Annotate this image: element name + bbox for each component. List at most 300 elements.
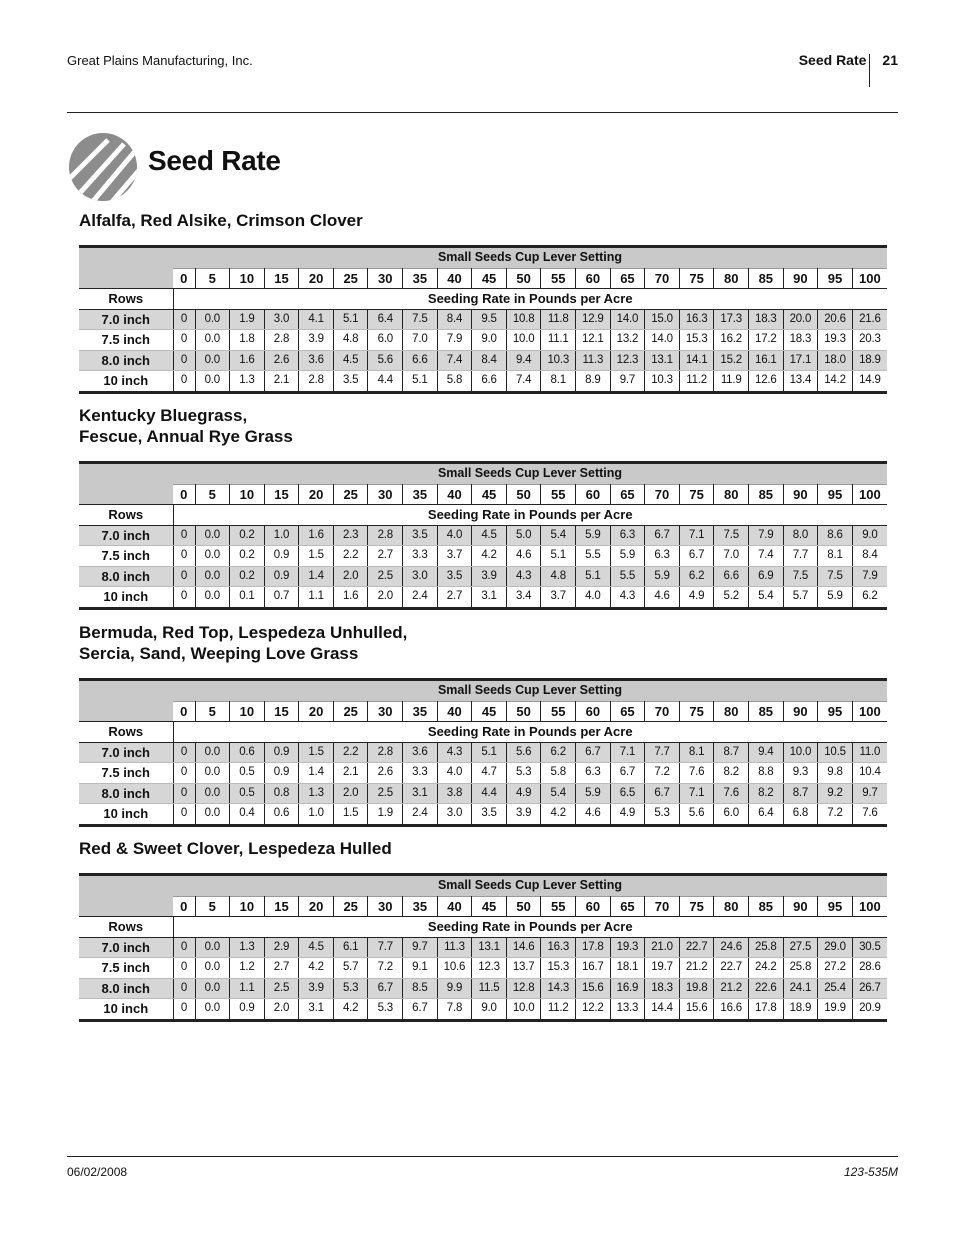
seed-rate-cell: 0.0 [195, 999, 230, 1021]
seed-rate-cell: 7.0 [714, 546, 749, 567]
lever-setting-header: 55 [541, 268, 576, 289]
seed-rate-cell: 7.4 [506, 371, 541, 393]
seed-rate-cell: 25.8 [783, 958, 818, 979]
seed-rate-cell: 2.8 [368, 742, 403, 763]
seed-rate-cell: 8.4 [437, 309, 472, 330]
seed-rate-cell: 4.2 [333, 999, 368, 1021]
section-name: Seed Rate [798, 52, 867, 68]
seed-rate-cell: 7.5 [783, 566, 818, 587]
seeding-rate-title: Seeding Rate in Pounds per Acre [173, 289, 887, 310]
seed-rate-cell: 7.7 [645, 742, 680, 763]
seed-rate-cell: 6.2 [852, 587, 887, 609]
seed-rate-cell: 0.2 [230, 566, 265, 587]
seed-rate-cell: 13.1 [472, 937, 507, 958]
seed-rate-cell: 0.9 [264, 742, 299, 763]
seed-rate-cell: 3.0 [264, 309, 299, 330]
seed-rate-cell: 13.7 [506, 958, 541, 979]
seed-rate-cell: 1.3 [299, 783, 334, 804]
seed-rate-cell: 0.1 [230, 587, 265, 609]
seed-rate-cell: 11.2 [679, 371, 714, 393]
seed-rate-cell: 5.3 [368, 999, 403, 1021]
seed-rate-cell: 7.1 [679, 783, 714, 804]
seed-rate-cell: 6.7 [576, 742, 611, 763]
seed-rate-cell: 3.7 [541, 587, 576, 609]
seed-rate-cell: 9.7 [852, 783, 887, 804]
seed-rate-cell: 17.3 [714, 309, 749, 330]
seed-rate-cell: 0.0 [195, 566, 230, 587]
seed-rate-cell: 4.7 [472, 763, 507, 784]
seed-rate-cell: 9.0 [472, 999, 507, 1021]
seed-rate-cell: 0 [173, 958, 195, 979]
seed-rate-cell: 0.7 [264, 587, 299, 609]
seed-rate-cell: 5.9 [576, 783, 611, 804]
seed-rate-cell: 18.9 [852, 350, 887, 371]
seed-rate-cell: 6.5 [610, 783, 645, 804]
seed-rate-cell: 5.8 [437, 371, 472, 393]
lever-setting-header: 25 [333, 484, 368, 505]
seed-rate-cell: 4.0 [437, 763, 472, 784]
seed-rate-cell: 9.8 [818, 763, 853, 784]
seed-rate-cell: 3.5 [403, 525, 438, 546]
seed-rate-cell: 0 [173, 350, 195, 371]
lever-setting-header: 45 [472, 701, 507, 722]
seed-rate-cell: 7.6 [679, 763, 714, 784]
lever-setting-header: 25 [333, 896, 368, 917]
lever-setting-header: 40 [437, 701, 472, 722]
seed-table-heading-line: Bermuda, Red Top, Lespedeza Unhulled, [79, 623, 408, 642]
seed-rate-cell: 5.5 [576, 546, 611, 567]
seed-table-heading-line: Alfalfa, Red Alsike, Crimson Clover [79, 211, 363, 230]
seed-rate-cell: 0 [173, 546, 195, 567]
seed-rate-cell: 0.6 [230, 742, 265, 763]
seed-rate-cell: 6.1 [333, 937, 368, 958]
seed-rate-cell: 0.0 [195, 587, 230, 609]
seed-rate-cell: 6.7 [645, 525, 680, 546]
seed-rate-cell: 7.8 [437, 999, 472, 1021]
seed-rate-cell: 21.2 [714, 978, 749, 999]
seed-rate-cell: 0 [173, 742, 195, 763]
seeding-rate-title: Seeding Rate in Pounds per Acre [173, 917, 887, 938]
lever-setting-header: 75 [679, 896, 714, 917]
seed-rate-cell: 20.3 [852, 330, 887, 351]
table-row [79, 742, 887, 763]
company-name: Great Plains Manufacturing, Inc. [67, 53, 253, 68]
lever-setting-header: 40 [437, 484, 472, 505]
lever-setting-header: 100 [852, 701, 887, 722]
seed-rate-cell: 3.7 [437, 546, 472, 567]
seed-rate-cell: 2.7 [437, 587, 472, 609]
seed-rate-cell: 4.5 [299, 937, 334, 958]
seed-rate-cell: 1.3 [230, 371, 265, 393]
seed-rate-cell: 7.0 [403, 330, 438, 351]
seed-rate-cell: 7.1 [679, 525, 714, 546]
seed-table-heading [79, 405, 293, 447]
seed-rate-cell: 6.6 [714, 566, 749, 587]
seed-rate-cell: 3.4 [506, 587, 541, 609]
seed-rate-cell: 10.6 [437, 958, 472, 979]
seed-rate-cell: 15.0 [645, 309, 680, 330]
row-spacing-label: 7.0 inch [79, 309, 173, 330]
seed-rate-cell: 8.0 [783, 525, 818, 546]
seed-rate-cell: 5.6 [506, 742, 541, 763]
seed-rate-cell: 4.0 [576, 587, 611, 609]
seed-rate-cell: 5.1 [403, 371, 438, 393]
lever-setting-title: Small Seeds Cup Lever Setting [173, 463, 887, 485]
seed-rate-cell: 2.1 [264, 371, 299, 393]
row-spacing-label: 8.0 inch [79, 350, 173, 371]
seed-rate-cell: 14.6 [506, 937, 541, 958]
seed-rate-table [79, 678, 887, 827]
seed-rate-cell: 0 [173, 999, 195, 1021]
seed-rate-cell: 6.7 [368, 978, 403, 999]
seed-rate-cell: 22.7 [679, 937, 714, 958]
lever-setting-header: 75 [679, 268, 714, 289]
lever-setting-header: 90 [783, 268, 818, 289]
seed-rate-cell: 10.4 [852, 763, 887, 784]
seed-rate-cell: 3.9 [472, 566, 507, 587]
seed-rate-cell: 2.8 [299, 371, 334, 393]
seed-rate-cell: 27.5 [783, 937, 818, 958]
seed-rate-cell: 3.5 [437, 566, 472, 587]
seed-rate-cell: 2.5 [368, 783, 403, 804]
seed-rate-cell: 0.5 [230, 783, 265, 804]
row-spacing-label: 10 inch [79, 804, 173, 826]
lever-setting-header: 95 [818, 701, 853, 722]
seed-rate-cell: 0 [173, 804, 195, 826]
seed-rate-cell: 16.1 [749, 350, 784, 371]
seed-rate-cell: 1.4 [299, 763, 334, 784]
seed-rate-cell: 10.5 [818, 742, 853, 763]
seed-rate-cell: 3.9 [506, 804, 541, 826]
lever-setting-header: 75 [679, 701, 714, 722]
seed-rate-cell: 9.4 [749, 742, 784, 763]
seed-rate-cell: 7.4 [437, 350, 472, 371]
lever-setting-header: 85 [749, 896, 784, 917]
header-divider [869, 54, 870, 87]
seed-rate-cell: 4.4 [368, 371, 403, 393]
seed-rate-cell: 2.9 [264, 937, 299, 958]
row-spacing-label: 8.0 inch [79, 783, 173, 804]
seed-rate-cell: 3.3 [403, 546, 438, 567]
lever-setting-header: 25 [333, 268, 368, 289]
lever-setting-header: 30 [368, 701, 403, 722]
seed-rate-cell: 4.6 [645, 587, 680, 609]
seed-rate-cell: 6.6 [472, 371, 507, 393]
seed-rate-cell: 0.0 [195, 330, 230, 351]
seed-rate-cell: 1.2 [230, 958, 265, 979]
seed-rate-cell: 1.6 [299, 525, 334, 546]
seed-rate-cell: 4.5 [333, 350, 368, 371]
lever-setting-header: 90 [783, 484, 818, 505]
page-title: Seed Rate [148, 145, 281, 176]
lever-setting-header: 50 [506, 268, 541, 289]
lever-setting-header: 45 [472, 896, 507, 917]
seed-rate-cell: 4.5 [472, 525, 507, 546]
seed-rate-cell: 14.0 [645, 330, 680, 351]
seed-rate-cell: 1.5 [299, 546, 334, 567]
seed-rate-cell: 8.1 [679, 742, 714, 763]
seed-rate-cell: 7.9 [749, 525, 784, 546]
seed-rate-table [79, 461, 887, 610]
seed-rate-cell: 11.3 [437, 937, 472, 958]
seed-rate-cell: 2.6 [368, 763, 403, 784]
seed-rate-cell: 8.1 [818, 546, 853, 567]
seed-rate-cell: 6.0 [368, 330, 403, 351]
seed-rate-cell: 7.1 [610, 742, 645, 763]
lever-setting-header: 0 [173, 896, 195, 917]
seed-rate-cell: 7.4 [749, 546, 784, 567]
lever-setting-header: 20 [299, 268, 334, 289]
lever-setting-header: 50 [506, 896, 541, 917]
seed-rate-cell: 5.3 [506, 763, 541, 784]
seed-rate-table [79, 873, 887, 1022]
seed-rate-cell: 8.8 [749, 763, 784, 784]
seed-rate-cell: 8.5 [403, 978, 438, 999]
seed-rate-cell: 4.3 [506, 566, 541, 587]
footer-doc-number: 123-535M [843, 1165, 898, 1179]
seed-rate-cell: 2.2 [333, 546, 368, 567]
seed-rate-cell: 4.4 [472, 783, 507, 804]
lever-setting-header: 60 [576, 896, 611, 917]
table-row [79, 587, 887, 609]
seed-rate-cell: 5.4 [541, 783, 576, 804]
seed-rate-cell: 5.5 [610, 566, 645, 587]
seed-rate-cell: 2.2 [333, 742, 368, 763]
seed-rate-cell: 8.2 [714, 763, 749, 784]
seed-rate-cell: 4.6 [506, 546, 541, 567]
seed-rate-cell: 2.7 [264, 958, 299, 979]
seed-rate-cell: 29.0 [818, 937, 853, 958]
seed-rate-cell: 2.0 [333, 783, 368, 804]
seed-rate-cell: 10.3 [541, 350, 576, 371]
seed-rate-cell: 6.3 [576, 763, 611, 784]
seed-rate-cell: 0.0 [195, 937, 230, 958]
lever-setting-header: 100 [852, 484, 887, 505]
seed-rate-cell: 15.2 [714, 350, 749, 371]
seed-rate-cell: 7.2 [368, 958, 403, 979]
seed-rate-cell: 25.4 [818, 978, 853, 999]
seed-rate-cell: 9.2 [818, 783, 853, 804]
seed-rate-cell: 7.5 [403, 309, 438, 330]
lever-setting-header: 55 [541, 896, 576, 917]
seed-rate-cell: 0.2 [230, 546, 265, 567]
seed-rate-cell: 4.6 [576, 804, 611, 826]
row-spacing-label: 8.0 inch [79, 566, 173, 587]
lever-setting-header: 15 [264, 896, 299, 917]
lever-setting-header: 85 [749, 268, 784, 289]
seed-rate-cell: 22.7 [714, 958, 749, 979]
seed-rate-cell: 9.7 [610, 371, 645, 393]
rows-column-header: Rows [79, 505, 173, 526]
seed-rate-cell: 0.9 [264, 566, 299, 587]
seed-rate-cell: 5.3 [333, 978, 368, 999]
seed-rate-cell: 6.7 [403, 999, 438, 1021]
lever-setting-header: 40 [437, 896, 472, 917]
lever-setting-header: 35 [403, 701, 438, 722]
seed-rate-cell: 17.8 [576, 937, 611, 958]
seed-table-heading-line: Sercia, Sand, Weeping Love Grass [79, 644, 359, 663]
lever-setting-header: 30 [368, 484, 403, 505]
lever-setting-header: 45 [472, 484, 507, 505]
seed-rate-cell: 8.4 [472, 350, 507, 371]
lever-setting-header: 80 [714, 268, 749, 289]
seed-rate-cell: 21.2 [679, 958, 714, 979]
seed-rate-cell: 6.8 [783, 804, 818, 826]
table-row [79, 937, 887, 958]
seed-rate-cell: 1.8 [230, 330, 265, 351]
seed-rate-cell: 16.2 [714, 330, 749, 351]
lever-setting-header: 100 [852, 896, 887, 917]
seed-rate-cell: 0 [173, 587, 195, 609]
row-spacing-label: 10 inch [79, 999, 173, 1021]
lever-setting-header: 50 [506, 701, 541, 722]
row-spacing-label: 7.0 inch [79, 742, 173, 763]
seed-rate-cell: 2.4 [403, 804, 438, 826]
lever-setting-header: 15 [264, 701, 299, 722]
seed-rate-cell: 3.6 [403, 742, 438, 763]
seed-rate-cell: 3.3 [403, 763, 438, 784]
seed-rate-cell: 7.2 [818, 804, 853, 826]
seed-rate-cell: 7.7 [368, 937, 403, 958]
seed-rate-cell: 15.3 [679, 330, 714, 351]
seed-rate-cell: 14.3 [541, 978, 576, 999]
table-row [79, 783, 887, 804]
seed-rate-cell: 11.5 [472, 978, 507, 999]
seed-rate-cell: 20.0 [783, 309, 818, 330]
seed-rate-cell: 9.9 [437, 978, 472, 999]
lever-setting-header: 0 [173, 701, 195, 722]
seed-rate-cell: 26.7 [852, 978, 887, 999]
seed-rate-cell: 7.5 [714, 525, 749, 546]
seed-rate-cell: 0.0 [195, 763, 230, 784]
lever-setting-header: 85 [749, 484, 784, 505]
seed-rate-cell: 11.0 [852, 742, 887, 763]
seed-rate-cell: 4.0 [437, 525, 472, 546]
lever-setting-header: 35 [403, 268, 438, 289]
seed-rate-cell: 22.6 [749, 978, 784, 999]
lever-setting-header: 90 [783, 701, 818, 722]
lever-setting-title: Small Seeds Cup Lever Setting [173, 875, 887, 897]
lever-setting-header: 65 [610, 701, 645, 722]
seed-rate-cell: 25.8 [749, 937, 784, 958]
seed-rate-cell: 4.2 [472, 546, 507, 567]
lever-setting-header: 30 [368, 896, 403, 917]
seed-rate-cell: 4.3 [610, 587, 645, 609]
seed-rate-cell: 5.9 [645, 566, 680, 587]
lever-setting-header: 10 [230, 484, 265, 505]
seed-rate-cell: 10.0 [783, 742, 818, 763]
lever-setting-header: 20 [299, 701, 334, 722]
seed-rate-cell: 10.0 [506, 999, 541, 1021]
seed-rate-cell: 6.7 [679, 546, 714, 567]
seed-rate-cell: 2.6 [264, 350, 299, 371]
seed-rate-cell: 0.0 [195, 525, 230, 546]
seed-rate-cell: 11.3 [576, 350, 611, 371]
seed-rate-cell: 11.1 [541, 330, 576, 351]
seed-rate-cell: 5.0 [506, 525, 541, 546]
seed-rate-cell: 2.5 [368, 566, 403, 587]
seed-rate-cell: 1.9 [368, 804, 403, 826]
seed-rate-cell: 19.3 [818, 330, 853, 351]
seed-rate-cell: 17.2 [749, 330, 784, 351]
lever-setting-header: 70 [645, 896, 680, 917]
lever-setting-header: 80 [714, 701, 749, 722]
seed-rate-cell: 5.7 [783, 587, 818, 609]
seed-rate-cell: 14.4 [645, 999, 680, 1021]
seed-rate-cell: 1.3 [230, 937, 265, 958]
seed-rate-cell: 0.0 [195, 783, 230, 804]
table-row [79, 546, 887, 567]
seed-rate-cell: 30.5 [852, 937, 887, 958]
seed-rate-cell: 16.9 [610, 978, 645, 999]
seed-rate-cell: 0 [173, 763, 195, 784]
seed-table-heading-line: Fescue, Annual Rye Grass [79, 427, 293, 446]
seed-rate-cell: 2.5 [264, 978, 299, 999]
seed-table-heading [79, 210, 363, 231]
seed-rate-cell: 1.5 [333, 804, 368, 826]
seed-rate-cell: 8.4 [852, 546, 887, 567]
seed-rate-cell: 27.2 [818, 958, 853, 979]
seed-rate-cell: 3.5 [472, 804, 507, 826]
lever-setting-header: 70 [645, 484, 680, 505]
seed-rate-cell: 0 [173, 330, 195, 351]
seed-rate-cell: 0.4 [230, 804, 265, 826]
table-corner [79, 463, 173, 505]
seed-rate-cell: 6.4 [749, 804, 784, 826]
table-corner [79, 247, 173, 289]
seed-rate-cell: 3.1 [472, 587, 507, 609]
seed-rate-cell: 18.9 [783, 999, 818, 1021]
seed-rate-cell: 9.3 [783, 763, 818, 784]
seed-rate-cell: 0.9 [264, 763, 299, 784]
lever-setting-header: 60 [576, 484, 611, 505]
seed-rate-cell: 17.1 [783, 350, 818, 371]
seed-rate-cell: 5.4 [749, 587, 784, 609]
seed-rate-cell: 0.0 [195, 742, 230, 763]
seed-rate-cell: 14.9 [852, 371, 887, 393]
lever-setting-header: 70 [645, 701, 680, 722]
seed-rate-cell: 6.3 [645, 546, 680, 567]
seed-table-heading-line: Kentucky Bluegrass, [79, 406, 248, 425]
seed-rate-cell: 7.9 [852, 566, 887, 587]
seed-rate-cell: 8.7 [714, 742, 749, 763]
seed-table-heading [79, 838, 392, 859]
seed-rate-cell: 8.6 [818, 525, 853, 546]
row-spacing-label: 7.5 inch [79, 330, 173, 351]
seed-rate-cell: 4.3 [437, 742, 472, 763]
seed-rate-cell: 3.0 [437, 804, 472, 826]
lever-setting-header: 65 [610, 896, 645, 917]
seed-rate-cell: 10.0 [506, 330, 541, 351]
seed-rate-cell: 1.0 [299, 804, 334, 826]
seed-rate-cell: 6.7 [610, 763, 645, 784]
seed-rate-cell: 19.7 [645, 958, 680, 979]
lever-setting-header: 65 [610, 484, 645, 505]
seed-rate-table [79, 245, 887, 394]
lever-setting-header: 65 [610, 268, 645, 289]
seed-rate-cell: 1.1 [230, 978, 265, 999]
lever-setting-header: 20 [299, 896, 334, 917]
seed-rate-cell: 0.8 [264, 783, 299, 804]
table-row [79, 804, 887, 826]
seed-rate-cell: 8.1 [541, 371, 576, 393]
seed-rate-cell: 10.8 [506, 309, 541, 330]
lever-setting-header: 55 [541, 701, 576, 722]
seed-rate-cell: 2.7 [368, 546, 403, 567]
seed-rate-cell: 19.9 [818, 999, 853, 1021]
row-spacing-label: 8.0 inch [79, 978, 173, 999]
seed-rate-cell: 0.9 [264, 546, 299, 567]
